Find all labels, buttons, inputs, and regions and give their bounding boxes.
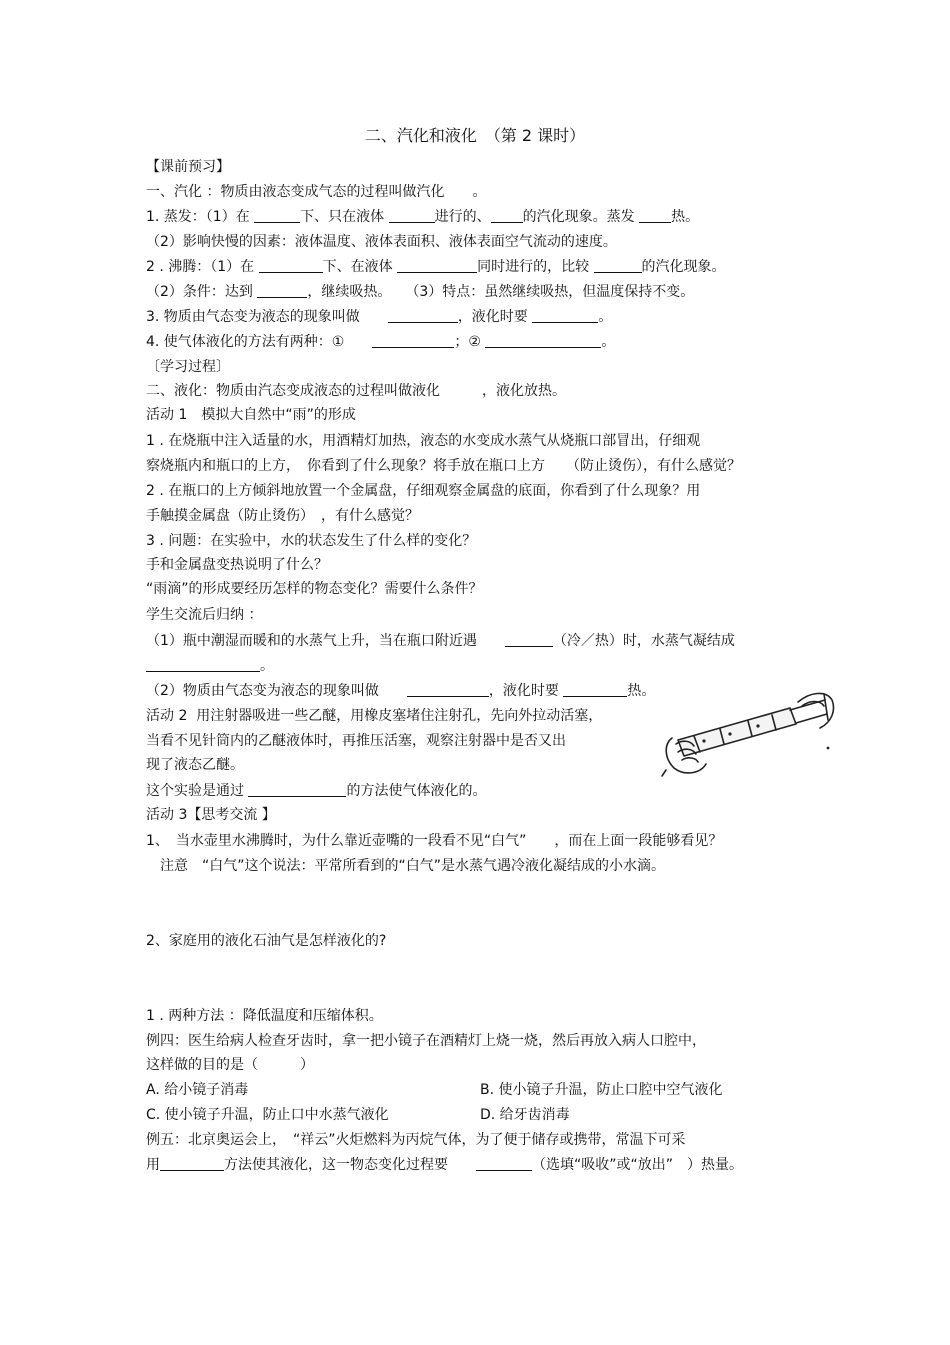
summary-line-2: （2）物质由气态变为液态的现象叫做 ，液化时要 热。: [146, 683, 656, 699]
blank[interactable]: [639, 208, 671, 223]
activity-2-conclusion: 这个实验是通过 的方法使气体液化的。: [146, 783, 487, 799]
think-question-2: 2、家庭用的液化石油气是怎样液化的?: [146, 933, 387, 949]
activity-1-question-2: 手和金属盘变热说明了什么？: [146, 557, 328, 573]
blank[interactable]: [476, 1156, 532, 1171]
methods-line: 1 . 两种方法 ：降低温度和压缩体积。: [146, 1008, 383, 1024]
preview-line-evaporation: 1. 蒸发：（1）在 下、只在液体 进行的、 的汽化现象。蒸发 热。: [146, 209, 700, 225]
blank[interactable]: [388, 308, 458, 323]
syringe-hands-illustration: [660, 688, 835, 778]
activity-2-line-1: 活动 2 用注射器吸进一些乙醚，用橡皮塞堵住注射孔，先向外拉动活塞，: [146, 708, 603, 724]
blank[interactable]: [505, 632, 553, 647]
process-heading: 〔学习过程〕: [146, 359, 230, 375]
preview-heading: 【课前预习】: [146, 159, 230, 175]
blank[interactable]: [563, 682, 627, 697]
preview-line-methods: 4. 使气体液化的方法有两种：① ；② 。: [146, 334, 616, 350]
summary-line-1: （1）瓶中潮湿而暖和的水蒸气上升，当在瓶口附近遇 （冷／热）时，水蒸气凝结成: [146, 633, 735, 649]
blank[interactable]: [254, 208, 300, 223]
example-4-line-2: 这样做的目的是（ ）: [146, 1057, 314, 1073]
option-a[interactable]: A. 给小镜子消毒: [146, 1082, 249, 1098]
activity-1-question: 3 . 问题：在实验中，水的状态发生了什么样的变化？: [146, 533, 477, 549]
preview-line-boiling: 2 . 沸腾：（1）在 下、在液体 同时进行的，比较 的汽化现象。: [146, 259, 726, 275]
activity-2-line-2: 当看不见针筒内的乙醚液体时，再推压活塞，观察注射器中是否又出: [146, 733, 566, 749]
blank[interactable]: [532, 308, 598, 323]
blank[interactable]: [491, 208, 523, 223]
activity-2-line-3: 现了液态乙醚。: [146, 757, 244, 773]
preview-line-vaporization: 一、汽化 ：物质由液态变成气态的过程叫做汽化 。: [146, 184, 487, 200]
think-note: 注意 “白气”这个说法：平常所看到的“白气”是水蒸气遇冷液化凝结成的小水滴。: [146, 858, 666, 874]
blank[interactable]: [146, 657, 260, 672]
process-line-liquefaction: 二、液化：物质由汽态变成液态的过程叫做液化 ，液化放热。: [146, 383, 566, 399]
blank[interactable]: [485, 333, 601, 348]
blank[interactable]: [372, 333, 454, 348]
example-5-line-2: 用 方法使其液化，这一物态变化过程要 （选填“吸收”或“放出” ）热量。: [146, 1157, 744, 1173]
blank[interactable]: [160, 1156, 224, 1171]
blank[interactable]: [407, 682, 489, 697]
summary-intro: 学生交流后归纳 ：: [146, 607, 263, 623]
activity-1-step-2b: 手触摸金属盘（防止烫伤） ，有什么感觉？: [146, 508, 419, 524]
blank[interactable]: [248, 782, 346, 797]
option-d[interactable]: D. 给牙齿消毒: [480, 1107, 570, 1123]
option-b[interactable]: B. 使小镜子升温，防止口腔中空气液化: [480, 1082, 723, 1098]
blank[interactable]: [594, 258, 642, 273]
blank[interactable]: [397, 258, 477, 273]
example-4-line-1: 例四：医生给病人检查牙齿时，拿一把小镜子在酒精灯上烧一烧，然后再放入病人口腔中，: [146, 1033, 706, 1049]
activity-1-title: 活动 1 模拟大自然中“雨”的形成: [146, 407, 356, 423]
summary-line-1-end: 。: [146, 657, 274, 675]
blank[interactable]: [257, 283, 307, 298]
preview-line-factors: （2）影响快慢的因素：液体温度、液体表面积、液体表面空气流动的速度。: [146, 234, 617, 250]
activity-3-title: 活动 3【思考交流 】: [146, 807, 276, 823]
activity-1-step-2a: 2 . 在瓶口的上方倾斜地放置一个金属盘，仔细观察金属盘的底面，你看到了什么现象？用: [146, 483, 701, 499]
page-title: 二、汽化和液化 （第 2 课时）: [364, 126, 586, 145]
preview-line-conditions: （2）条件：达到 ，继续吸热。 （3）特点：虽然继续吸热，但温度保持不变。: [146, 284, 695, 300]
activity-1-step-1a: 1 . 在烧瓶中注入适量的水，用酒精灯加热，液态的水变成水蒸气从烧瓶口部冒出，仔细观: [146, 433, 701, 449]
preview-line-liquefaction: 3. 物质由气态变为液态的现象叫做 ，液化时要 。: [146, 309, 613, 325]
blank[interactable]: [259, 258, 323, 273]
think-question-1: 1、 当水壶里水沸腾时，为什么靠近壶嘴的一段看不见“白气” ，而在上面一段能够看见？: [146, 833, 723, 849]
activity-1-question-3: “雨滴”的形成要经历怎样的物态变化？需要什么条件？: [146, 581, 483, 597]
option-c[interactable]: C. 使小镜子升温，防止口中水蒸气液化: [146, 1107, 389, 1123]
activity-1-step-1b: 察烧瓶内和瓶口的上方， 你看到了什么现象？将手放在瓶口上方 （防止烫伤），有什么感觉？: [146, 458, 741, 474]
example-5-line-1: 例五：北京奥运会上， “祥云”火炬燃料为丙烷气体，为了便于储存或携带，常温下可采: [146, 1132, 686, 1148]
blank[interactable]: [389, 208, 435, 223]
